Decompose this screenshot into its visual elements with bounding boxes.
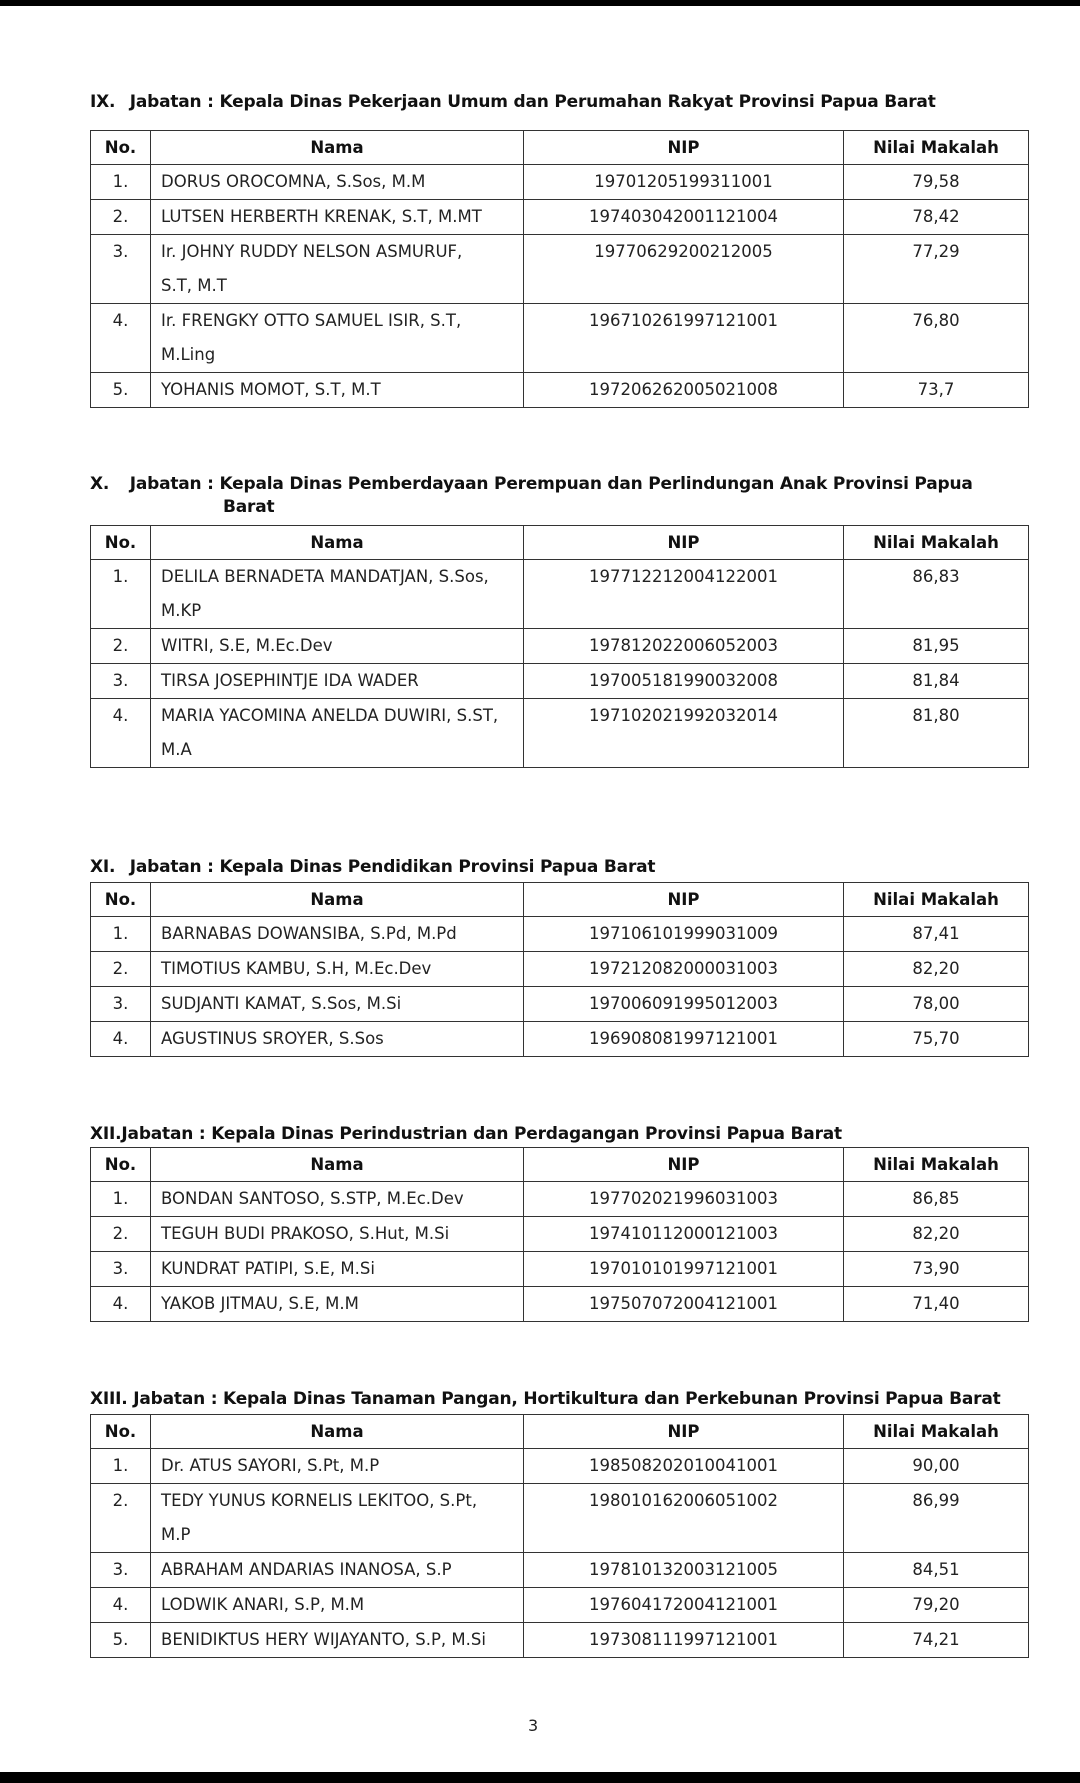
candidate-name-line: S.T, M.T bbox=[161, 276, 227, 295]
paper-score bbox=[844, 1623, 1029, 1658]
table-row bbox=[91, 1588, 1029, 1623]
candidate-name-line: M.KP bbox=[161, 601, 202, 620]
candidate-name bbox=[151, 165, 524, 200]
paper-score-text: 86,83 bbox=[912, 567, 960, 586]
paper-score-text: 77,29 bbox=[912, 242, 960, 261]
section-title bbox=[90, 1124, 842, 1144]
candidate-name bbox=[151, 664, 524, 699]
top-edge-bar bbox=[0, 0, 1080, 6]
candidate-name-line: DELILA BERNADETA MANDATJAN, S.Sos, bbox=[161, 567, 489, 586]
bottom-edge-bar bbox=[0, 1772, 1080, 1783]
paper-score bbox=[844, 200, 1029, 235]
row-number bbox=[91, 560, 151, 629]
row-number-text: 1. bbox=[112, 1456, 129, 1475]
candidate-nip-text: 197403042001121004 bbox=[589, 207, 778, 226]
candidate-name-line: BONDAN SANTOSO, S.STP, M.Ec.Dev bbox=[161, 1189, 464, 1208]
candidate-name bbox=[151, 200, 524, 235]
row-number bbox=[91, 917, 151, 952]
candidate-name bbox=[151, 1287, 524, 1322]
table-row bbox=[91, 1252, 1029, 1287]
candidate-nip-text: 196710261997121001 bbox=[589, 311, 778, 330]
candidate-nip-text: 197102021992032014 bbox=[589, 706, 778, 725]
candidate-name-line: TEGUH BUDI PRAKOSO, S.Hut, M.Si bbox=[161, 1224, 450, 1243]
row-number bbox=[91, 1623, 151, 1658]
table-row bbox=[91, 1553, 1029, 1588]
candidate-name-line: KUNDRAT PATIPI, S.E, M.Si bbox=[161, 1259, 375, 1278]
row-number-text: 1. bbox=[112, 924, 129, 943]
candidate-name bbox=[151, 1217, 524, 1252]
candidate-nip bbox=[524, 560, 844, 629]
row-number bbox=[91, 165, 151, 200]
candidate-nip bbox=[524, 917, 844, 952]
paper-score bbox=[844, 560, 1029, 629]
row-number-text: 5. bbox=[112, 1630, 129, 1649]
candidate-name-line: Ir. FRENGKY OTTO SAMUEL ISIR, S.T, bbox=[161, 311, 462, 330]
paper-score bbox=[844, 1484, 1029, 1553]
row-number bbox=[91, 664, 151, 699]
paper-score-text: 81,95 bbox=[912, 636, 960, 655]
row-number-text: 3. bbox=[112, 671, 129, 690]
table-row bbox=[91, 987, 1029, 1022]
candidates-table bbox=[90, 130, 1029, 408]
row-number-text: 2. bbox=[112, 1491, 129, 1510]
row-number bbox=[91, 1182, 151, 1217]
column-header-nama: Nama bbox=[151, 131, 524, 165]
candidate-name bbox=[151, 304, 524, 373]
row-number-text: 1. bbox=[112, 1189, 129, 1208]
candidate-name bbox=[151, 952, 524, 987]
table-row bbox=[91, 304, 1029, 373]
candidate-name bbox=[151, 1022, 524, 1057]
candidate-name-line: M.Ling bbox=[161, 345, 216, 364]
table-header-row bbox=[91, 883, 1029, 917]
candidate-name bbox=[151, 1623, 524, 1658]
row-number-text: 2. bbox=[112, 636, 129, 655]
section-title bbox=[90, 1389, 1001, 1409]
row-number bbox=[91, 952, 151, 987]
section-title-line2: Barat bbox=[223, 497, 275, 517]
candidate-nip-text: 197604172004121001 bbox=[589, 1595, 778, 1614]
candidate-nip-text: 198010162006051002 bbox=[589, 1491, 778, 1510]
candidate-name bbox=[151, 1553, 524, 1588]
table-header-row bbox=[91, 1415, 1029, 1449]
table-row bbox=[91, 1623, 1029, 1658]
candidate-nip-text: 196908081997121001 bbox=[589, 1029, 778, 1048]
section-numeral: X. bbox=[90, 474, 110, 494]
column-header-nilai: Nilai Makalah bbox=[844, 1415, 1029, 1449]
candidates-table bbox=[90, 1147, 1029, 1322]
row-number-text: 5. bbox=[112, 380, 129, 399]
candidate-nip bbox=[524, 699, 844, 768]
paper-score bbox=[844, 235, 1029, 304]
candidate-name-line: LUTSEN HERBERTH KRENAK, S.T, M.MT bbox=[161, 207, 482, 226]
column-header-nip: NIP bbox=[524, 1415, 844, 1449]
column-header-no: No. bbox=[91, 1415, 151, 1449]
candidate-name-line: MARIA YACOMINA ANELDA DUWIRI, S.ST, bbox=[161, 706, 499, 725]
candidate-name-line: TIMOTIUS KAMBU, S.H, M.Ec.Dev bbox=[161, 959, 432, 978]
section-title bbox=[90, 474, 973, 517]
paper-score bbox=[844, 1182, 1029, 1217]
column-header-nama: Nama bbox=[151, 1415, 524, 1449]
candidate-nip bbox=[524, 1484, 844, 1553]
row-number bbox=[91, 1252, 151, 1287]
candidates-table bbox=[90, 882, 1029, 1057]
paper-score bbox=[844, 952, 1029, 987]
candidate-name bbox=[151, 560, 524, 629]
row-number-text: 4. bbox=[112, 1029, 129, 1048]
column-header-nip: NIP bbox=[524, 883, 844, 917]
paper-score bbox=[844, 1449, 1029, 1484]
candidate-nip bbox=[524, 1588, 844, 1623]
column-header-nilai: Nilai Makalah bbox=[844, 131, 1029, 165]
section-title bbox=[90, 92, 936, 112]
paper-score-text: 84,51 bbox=[912, 1560, 960, 1579]
column-header-nama: Nama bbox=[151, 883, 524, 917]
candidate-nip bbox=[524, 1252, 844, 1287]
candidate-nip bbox=[524, 629, 844, 664]
paper-score-text: 79,58 bbox=[912, 172, 960, 191]
row-number bbox=[91, 699, 151, 768]
paper-score-text: 82,20 bbox=[912, 1224, 960, 1243]
candidate-nip bbox=[524, 952, 844, 987]
row-number-text: 4. bbox=[112, 706, 129, 725]
column-header-nip: NIP bbox=[524, 526, 844, 560]
table-row bbox=[91, 699, 1029, 768]
row-number-text: 4. bbox=[112, 1294, 129, 1313]
paper-score-text: 79,20 bbox=[912, 1595, 960, 1614]
candidate-name-line: AGUSTINUS SROYER, S.Sos bbox=[161, 1029, 384, 1048]
candidate-name-line: Ir. JOHNY RUDDY NELSON ASMURUF, bbox=[161, 242, 463, 261]
paper-score-text: 76,80 bbox=[912, 311, 960, 330]
candidate-name-line: ABRAHAM ANDARIAS INANOSA, S.P bbox=[161, 1560, 452, 1579]
table-row bbox=[91, 1217, 1029, 1252]
row-number bbox=[91, 987, 151, 1022]
row-number bbox=[91, 1022, 151, 1057]
table-row bbox=[91, 1449, 1029, 1484]
row-number-text: 2. bbox=[112, 1224, 129, 1243]
paper-score-text: 90,00 bbox=[912, 1456, 960, 1475]
section-numeral: XI. bbox=[90, 857, 116, 877]
paper-score bbox=[844, 165, 1029, 200]
paper-score bbox=[844, 987, 1029, 1022]
candidate-name bbox=[151, 987, 524, 1022]
candidate-nip-text: 197507072004121001 bbox=[589, 1294, 778, 1313]
paper-score bbox=[844, 1588, 1029, 1623]
row-number bbox=[91, 373, 151, 408]
paper-score bbox=[844, 1022, 1029, 1057]
table-row bbox=[91, 235, 1029, 304]
candidate-nip-text: 197812022006052003 bbox=[589, 636, 778, 655]
candidate-nip-text: 197010101997121001 bbox=[589, 1259, 778, 1278]
paper-score bbox=[844, 1287, 1029, 1322]
paper-score bbox=[844, 917, 1029, 952]
paper-score-text: 74,21 bbox=[912, 1630, 960, 1649]
paper-score-text: 71,40 bbox=[912, 1294, 960, 1313]
candidate-nip bbox=[524, 165, 844, 200]
row-number bbox=[91, 1484, 151, 1553]
candidate-nip-text: 197702021996031003 bbox=[589, 1189, 778, 1208]
paper-score-text: 86,85 bbox=[912, 1189, 960, 1208]
paper-score bbox=[844, 664, 1029, 699]
candidate-name-line: YOHANIS MOMOT, S.T, M.T bbox=[161, 380, 381, 399]
row-number-text: 1. bbox=[112, 567, 129, 586]
page-number: 3 bbox=[528, 1716, 539, 1735]
paper-score-text: 81,84 bbox=[912, 671, 960, 690]
paper-score-text: 78,42 bbox=[912, 207, 960, 226]
candidate-name bbox=[151, 917, 524, 952]
row-number bbox=[91, 629, 151, 664]
row-number bbox=[91, 235, 151, 304]
column-header-nip: NIP bbox=[524, 131, 844, 165]
column-header-nilai: Nilai Makalah bbox=[844, 883, 1029, 917]
table-row bbox=[91, 1182, 1029, 1217]
column-header-no: No. bbox=[91, 883, 151, 917]
candidate-name-line: TEDY YUNUS KORNELIS LEKITOO, S.Pt, bbox=[161, 1491, 478, 1510]
candidate-nip bbox=[524, 304, 844, 373]
candidate-name-line: YAKOB JITMAU, S.E, M.M bbox=[161, 1294, 359, 1313]
section-title-text: Jabatan : Kepala Dinas Perindustrian dan Perdagangan Provinsi Papua Barat bbox=[121, 1124, 842, 1144]
table-row bbox=[91, 1484, 1029, 1553]
candidate-nip-text: 197006091995012003 bbox=[589, 994, 778, 1013]
column-header-no: No. bbox=[91, 131, 151, 165]
paper-score bbox=[844, 1553, 1029, 1588]
section-title bbox=[90, 857, 655, 877]
candidate-nip-text: 197810132003121005 bbox=[589, 1560, 778, 1579]
table-row bbox=[91, 917, 1029, 952]
paper-score-text: 81,80 bbox=[912, 706, 960, 725]
table-header-row bbox=[91, 131, 1029, 165]
candidate-name bbox=[151, 1182, 524, 1217]
section-title-text: Jabatan : Kepala Dinas Tanaman Pangan, Hortikultura dan Perkebunan Provinsi Papua Barat bbox=[133, 1389, 1001, 1409]
candidate-nip-text: 198508202010041001 bbox=[589, 1456, 778, 1475]
candidate-name-line: LODWIK ANARI, S.P, M.M bbox=[161, 1595, 365, 1614]
candidate-name bbox=[151, 1484, 524, 1553]
paper-score-text: 82,20 bbox=[912, 959, 960, 978]
candidate-nip-text: 197410112000121003 bbox=[589, 1224, 778, 1243]
candidate-nip-text: 19770629200212005 bbox=[594, 242, 773, 261]
column-header-no: No. bbox=[91, 526, 151, 560]
column-header-no: No. bbox=[91, 1148, 151, 1182]
candidate-nip bbox=[524, 1022, 844, 1057]
candidate-nip-text: 197005181990032008 bbox=[589, 671, 778, 690]
paper-score bbox=[844, 1217, 1029, 1252]
row-number-text: 2. bbox=[112, 959, 129, 978]
column-header-nilai: Nilai Makalah bbox=[844, 526, 1029, 560]
candidate-name bbox=[151, 629, 524, 664]
row-number bbox=[91, 1553, 151, 1588]
candidate-nip bbox=[524, 987, 844, 1022]
candidate-name bbox=[151, 373, 524, 408]
candidate-name bbox=[151, 1252, 524, 1287]
row-number-text: 3. bbox=[112, 1560, 129, 1579]
row-number-text: 3. bbox=[112, 242, 129, 261]
candidate-nip bbox=[524, 1623, 844, 1658]
candidate-nip bbox=[524, 1449, 844, 1484]
candidate-nip bbox=[524, 235, 844, 304]
paper-score-text: 73,90 bbox=[912, 1259, 960, 1278]
candidate-nip bbox=[524, 1553, 844, 1588]
candidates-table bbox=[90, 1414, 1029, 1658]
table-row bbox=[91, 629, 1029, 664]
row-number-text: 4. bbox=[112, 1595, 129, 1614]
table-row bbox=[91, 165, 1029, 200]
candidate-nip-text: 19701205199311001 bbox=[594, 172, 773, 191]
candidate-nip-text: 197106101999031009 bbox=[589, 924, 778, 943]
candidate-name-line: Dr. ATUS SAYORI, S.Pt, M.P bbox=[161, 1456, 380, 1475]
column-header-nilai: Nilai Makalah bbox=[844, 1148, 1029, 1182]
paper-score bbox=[844, 699, 1029, 768]
candidate-nip-text: 197712212004122001 bbox=[589, 567, 778, 586]
candidate-nip bbox=[524, 373, 844, 408]
table-row bbox=[91, 200, 1029, 235]
section-numeral: IX. bbox=[90, 92, 116, 112]
candidate-nip bbox=[524, 1182, 844, 1217]
candidate-nip bbox=[524, 1287, 844, 1322]
paper-score bbox=[844, 373, 1029, 408]
candidate-name bbox=[151, 1588, 524, 1623]
row-number-text: 2. bbox=[112, 207, 129, 226]
candidate-nip bbox=[524, 664, 844, 699]
row-number bbox=[91, 200, 151, 235]
candidate-name bbox=[151, 699, 524, 768]
row-number-text: 4. bbox=[112, 311, 129, 330]
candidate-name-line: SUDJANTI KAMAT, S.Sos, M.Si bbox=[161, 994, 402, 1013]
candidate-nip-text: 197206262005021008 bbox=[589, 380, 778, 399]
candidate-nip bbox=[524, 1217, 844, 1252]
section-title-text: Jabatan : Kepala Dinas Pendidikan Provinsi Papua Barat bbox=[129, 857, 656, 877]
row-number bbox=[91, 1588, 151, 1623]
paper-score bbox=[844, 629, 1029, 664]
section-title-text: Jabatan : Kepala Dinas Pekerjaan Umum dan Perumahan Rakyat Provinsi Papua Barat bbox=[129, 92, 936, 112]
column-header-nama: Nama bbox=[151, 1148, 524, 1182]
column-header-nama: Nama bbox=[151, 526, 524, 560]
candidates-table bbox=[90, 525, 1029, 768]
candidate-nip-text: 197212082000031003 bbox=[589, 959, 778, 978]
paper-score-text: 86,99 bbox=[912, 1491, 960, 1510]
paper-score bbox=[844, 304, 1029, 373]
section-title-text: Jabatan : Kepala Dinas Pemberdayaan Perempuan dan Perlindungan Anak Provinsi Papua bbox=[129, 474, 973, 494]
row-number-text: 3. bbox=[112, 994, 129, 1013]
candidate-name-line: WITRI, S.E, M.Ec.Dev bbox=[161, 636, 333, 655]
paper-score-text: 87,41 bbox=[912, 924, 960, 943]
section-numeral: XIII. bbox=[90, 1389, 128, 1409]
table-row bbox=[91, 952, 1029, 987]
paper-score bbox=[844, 1252, 1029, 1287]
candidate-name-line: M.A bbox=[161, 740, 192, 759]
candidate-name-line: DORUS OROCOMNA, S.Sos, M.M bbox=[161, 172, 426, 191]
candidate-nip-text: 197308111997121001 bbox=[589, 1630, 778, 1649]
paper-score-text: 73,7 bbox=[917, 380, 955, 399]
row-number bbox=[91, 1287, 151, 1322]
row-number bbox=[91, 1449, 151, 1484]
candidate-name-line: BARNABAS DOWANSIBA, S.Pd, M.Pd bbox=[161, 924, 457, 943]
row-number bbox=[91, 304, 151, 373]
column-header-nip: NIP bbox=[524, 1148, 844, 1182]
table-header-row bbox=[91, 526, 1029, 560]
paper-score-text: 78,00 bbox=[912, 994, 960, 1013]
row-number bbox=[91, 1217, 151, 1252]
table-header-row bbox=[91, 1148, 1029, 1182]
candidate-name-line: M.P bbox=[161, 1525, 191, 1544]
candidate-name-line: TIRSA JOSEPHINTJE IDA WADER bbox=[161, 671, 419, 690]
row-number-text: 1. bbox=[112, 172, 129, 191]
candidate-nip bbox=[524, 200, 844, 235]
table-row bbox=[91, 373, 1029, 408]
table-row bbox=[91, 1287, 1029, 1322]
candidate-name bbox=[151, 235, 524, 304]
table-row bbox=[91, 560, 1029, 629]
candidate-name-line: BENIDIKTUS HERY WIJAYANTO, S.P, M.Si bbox=[161, 1630, 486, 1649]
paper-score-text: 75,70 bbox=[912, 1029, 960, 1048]
section-numeral: XII. bbox=[90, 1124, 122, 1144]
row-number-text: 3. bbox=[112, 1259, 129, 1278]
candidate-name bbox=[151, 1449, 524, 1484]
table-row bbox=[91, 664, 1029, 699]
table-row bbox=[91, 1022, 1029, 1057]
